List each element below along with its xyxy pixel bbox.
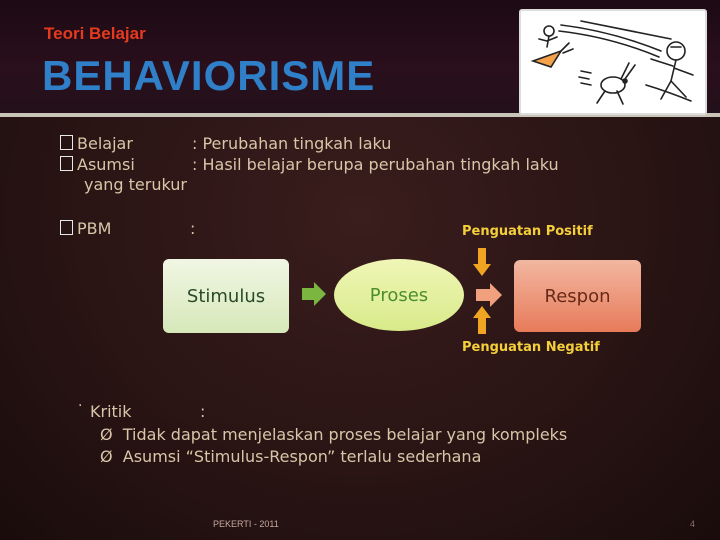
item-asumsi-def: : Hasil belajar berupa perubahan tingkah laku <box>192 155 559 174</box>
bullet-box-icon <box>60 135 73 150</box>
stimulus-label: Stimulus <box>186 285 266 307</box>
kritik-point <box>100 447 481 466</box>
item-asumsi <box>60 155 135 174</box>
label-penguatan-negatif: Penguatan Negatif <box>462 340 600 355</box>
item-belajar-def: : Perubahan tingkah laku <box>192 134 392 153</box>
bullet-box-icon <box>60 156 73 171</box>
item-pbm-label: PBM <box>77 219 112 238</box>
stimulus-box <box>163 259 289 333</box>
arrowhead-bullet-icon: Ø <box>100 447 113 466</box>
arrow-right-icon <box>300 280 328 308</box>
footer-text: PEKERTI - 2011 <box>213 519 279 529</box>
arrowhead-bullet-icon: Ø <box>100 425 113 444</box>
respon-label: Respon <box>544 285 611 307</box>
kritik-bullet: · <box>78 398 83 414</box>
page-number: 4 <box>690 519 696 529</box>
slide-title: BEHAVIORISME <box>42 52 376 99</box>
arrow-up-icon <box>473 306 491 334</box>
proses-label: Proses <box>369 284 429 306</box>
kritik-label: Kritik <box>90 402 132 421</box>
respon-box <box>514 260 641 332</box>
cartoon-illustration <box>519 9 707 115</box>
kritik-colon: : <box>200 402 206 421</box>
kritik-point-text: Asumsi “Stimulus-Respon” terlalu sederhana <box>122 447 482 466</box>
item-asumsi-cont: yang terukur <box>84 175 187 194</box>
bullet-box-icon <box>60 220 73 235</box>
item-asumsi-label: Asumsi <box>77 155 135 174</box>
cartoon-chase-illustration <box>521 11 705 113</box>
item-belajar-label: Belajar <box>77 134 133 153</box>
item-belajar <box>60 134 133 153</box>
slide-subtitle: Teori Belajar <box>44 24 146 43</box>
arrow-down-icon <box>473 248 491 276</box>
item-pbm-colon: : <box>190 219 196 238</box>
kritik-point <box>100 425 567 444</box>
arrow-right-icon <box>474 281 504 309</box>
proses-ellipse <box>334 259 464 331</box>
item-pbm <box>60 219 111 238</box>
label-penguatan-positif: Penguatan Positif <box>462 224 593 239</box>
kritik-point-text: Tidak dapat menjelaskan proses belajar yang kompleks <box>122 425 568 444</box>
